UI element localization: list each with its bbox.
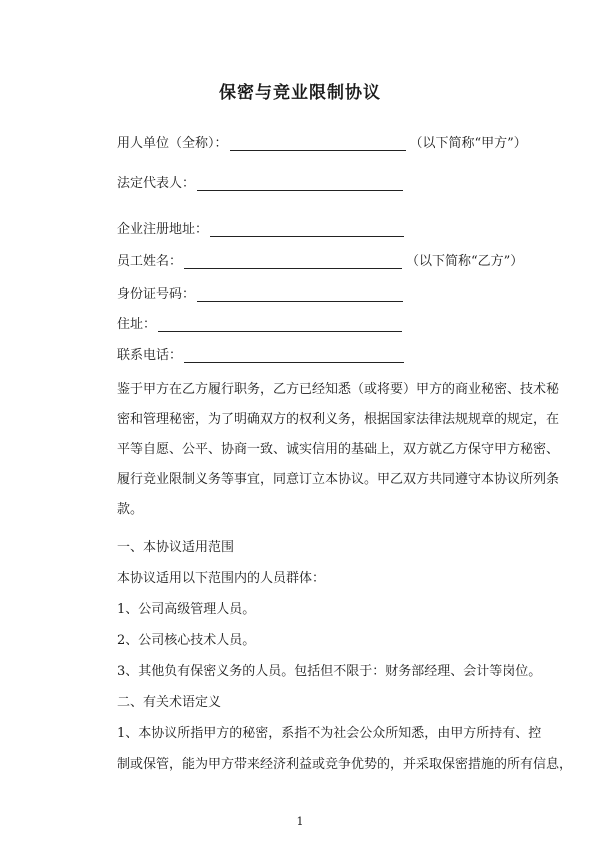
preamble-line-3: 平等自愿、公平、协商一致、诚实信用的基础上，双方就乙方保守甲方秘密、 bbox=[117, 442, 560, 457]
section-1-item-3: 3、其他负有保密义务的人员。包括但不限于：财务部经理、会计等岗位。 bbox=[117, 664, 542, 679]
id-number-field bbox=[117, 283, 403, 302]
legal-rep-blank[interactable] bbox=[197, 176, 403, 191]
page-number: 1 bbox=[296, 815, 304, 828]
address-field bbox=[117, 313, 402, 332]
preamble-line-2: 密和管理秘密，为了明确双方的权利义务，根据国家法律法规规章的规定，在 bbox=[117, 412, 560, 427]
section-2-heading: 二、有关术语定义 bbox=[117, 695, 222, 710]
preamble-line-5: 款。 bbox=[117, 502, 144, 517]
employer-label: 用人单位（全称）： bbox=[117, 136, 228, 151]
reg-address-blank[interactable] bbox=[210, 222, 404, 237]
section-1-heading: 一、本协议适用范围 bbox=[117, 540, 235, 555]
employee-name-blank[interactable] bbox=[184, 254, 402, 269]
employee-name-field bbox=[117, 250, 523, 269]
section-1-item-1: 1、公司高级管理人员。 bbox=[117, 602, 256, 617]
employer-suffix: （以下简称“甲方”） bbox=[409, 136, 527, 151]
employer-blank[interactable] bbox=[230, 136, 406, 151]
legal-rep-field bbox=[117, 172, 403, 191]
employer-field bbox=[117, 132, 527, 151]
phone-label: 联系电话： bbox=[117, 348, 183, 363]
section-2-para-line-2: 制或保管，能为甲方带来经济利益或竞争优势的，并采取保密措施的所有信息， bbox=[117, 757, 573, 772]
id-number-blank[interactable] bbox=[197, 287, 403, 302]
reg-address-field bbox=[117, 218, 404, 237]
employee-name-label: 员工姓名： bbox=[117, 254, 183, 269]
legal-rep-label: 法定代表人： bbox=[117, 176, 196, 191]
reg-address-label: 企业注册地址： bbox=[117, 222, 209, 237]
id-number-label: 身份证号码： bbox=[117, 287, 196, 302]
section-2-para-line-1: 1、本协议所指甲方的秘密，系指不为社会公众所知悉，由甲方所持有、控 bbox=[117, 726, 542, 741]
document-title: 保密与竞业限制协议 bbox=[219, 83, 381, 103]
section-1-intro: 本协议适用以下范围内的人员群体： bbox=[117, 571, 326, 586]
phone-blank[interactable] bbox=[184, 348, 404, 363]
address-blank[interactable] bbox=[158, 317, 402, 332]
preamble-line-1: 鉴于甲方在乙方履行职务，乙方已经知悉（或将要）甲方的商业秘密、技术秘 bbox=[117, 382, 560, 397]
phone-field bbox=[117, 344, 404, 363]
employee-name-suffix: （以下简称“乙方”） bbox=[406, 254, 524, 269]
address-label: 住址： bbox=[117, 317, 157, 332]
section-1-item-2: 2、公司核心技术人员。 bbox=[117, 633, 256, 648]
preamble-line-4: 履行竞业限制义务等事宜，同意订立本协议。甲乙双方共同遵守本协议所列条 bbox=[117, 472, 560, 487]
